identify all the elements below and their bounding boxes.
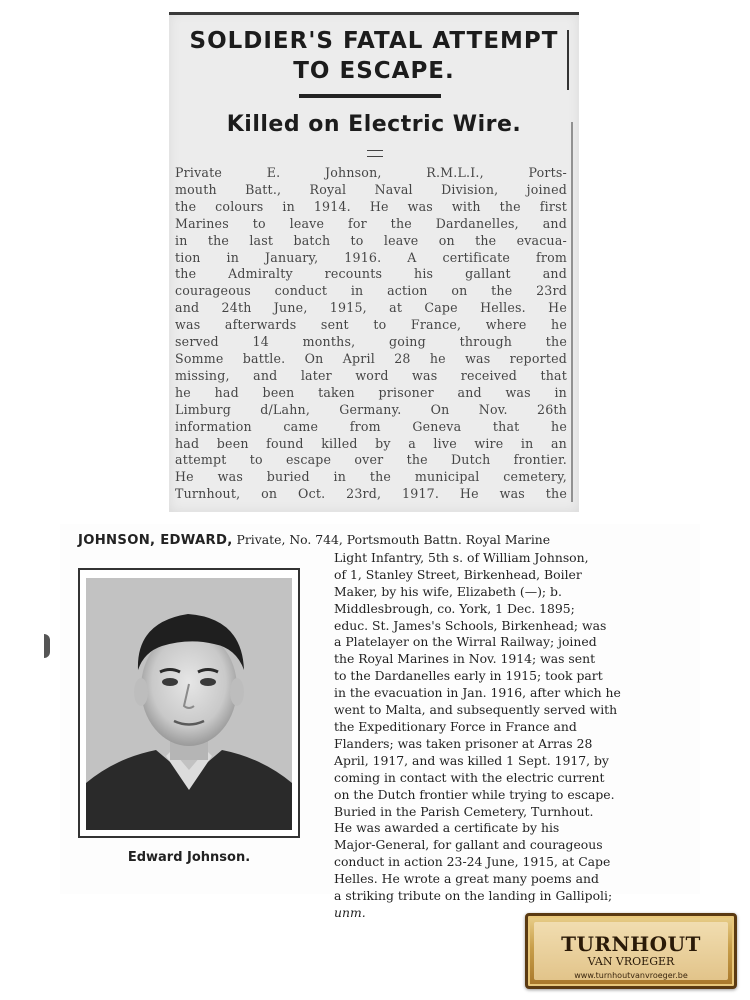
clipping-line: Limburg d/Lahn, Germany. On Nov. 26th xyxy=(175,401,567,417)
clipping-line: Private E. Johnson, R.M.L.I., Ports- xyxy=(175,165,567,180)
portrait-frame xyxy=(78,568,300,838)
clipping-line: and 24th June, 1915, at Cape Helles. He xyxy=(175,300,567,316)
clipping-line: the colours in 1914. He was with the first xyxy=(175,198,567,214)
entry-line: the Royal Marines in Nov. 1914; was sent xyxy=(334,651,596,667)
clipping-line: mouth Batt., Royal Naval Division, joined xyxy=(175,181,567,197)
logo-subtitle: VAN VROEGER xyxy=(587,955,675,968)
entry-line: a Platelayer on the Wirral Railway; joined xyxy=(334,634,597,650)
logo-title: TURNHOUT xyxy=(561,932,701,956)
clipping-body xyxy=(175,165,567,503)
entry-line: the Expeditionary Force in France and xyxy=(334,718,577,734)
headline-divider xyxy=(299,94,441,98)
turnhout-van-vroeger-logo xyxy=(525,913,737,989)
entry-line: Major-General, for gallant and courageous xyxy=(334,837,603,853)
entry-line-first xyxy=(78,532,692,550)
clipping-line: he had been taken prisoner and was in xyxy=(175,384,567,400)
logo-plate xyxy=(534,922,728,980)
clipping-line: the Admiralty recounts his gallant and xyxy=(175,266,567,282)
newspaper-clipping xyxy=(169,12,579,512)
entry-line: Private, No. 744, Portsmouth Battn. Royal Marine xyxy=(236,532,551,547)
page-edge-mark xyxy=(44,634,50,658)
entry-line: Middlesbrough, co. York, 1 Dec. 1895; xyxy=(334,600,575,616)
portrait-photo xyxy=(86,578,292,830)
clipping-line: in the last batch to leave on the evacua- xyxy=(175,232,567,248)
clipping-line: Turnhout, on Oct. 23rd, 1917. He was the xyxy=(175,486,567,502)
headline-line-2: TO ESCAPE. xyxy=(293,58,455,84)
clipping-line: courageous conduct in action on the 23rd xyxy=(175,283,567,299)
entry-line: a striking tribute on the landing in Gallipoli; xyxy=(334,888,613,904)
clipping-line: missing, and later word was received that xyxy=(175,367,567,383)
entry-line: coming in contact with the electric current xyxy=(334,769,605,785)
clipping-subheadline: Killed on Electric Wire. xyxy=(226,112,522,137)
clipping-top-rule xyxy=(169,12,579,15)
clipping-line: had been found killed by a live wire in an xyxy=(175,435,567,451)
entry-line: to the Dardanelles early in 1915; took part xyxy=(334,668,603,684)
subheadline-ornament xyxy=(367,150,383,157)
entry-line: Helles. He wrote a great many poems and xyxy=(334,871,599,887)
clipping-headline xyxy=(169,26,579,86)
clipping-line: Somme battle. On April 28 he was reported xyxy=(175,350,567,366)
clipping-column-edge-lower xyxy=(571,122,573,502)
clipping-line: tion in January, 1916. A certificate from xyxy=(175,249,567,265)
entry-line: went to Malta, and subsequently served with xyxy=(334,702,618,718)
entry-line: of 1, Stanley Street, Birkenhead, Boiler xyxy=(334,566,582,582)
logo-url: www.turnhoutvanvroeger.be xyxy=(574,971,688,980)
entry-line: conduct in action 23-24 June, 1915, at Cape xyxy=(334,854,611,870)
entry-line: unm. xyxy=(334,904,366,920)
entry-line: Light Infantry, 5th s. of William Johnson, xyxy=(334,549,589,565)
entry-line: Buried in the Parish Cemetery, Turnhout. xyxy=(334,803,594,819)
clipping-line: attempt to escape over the Dutch frontier. xyxy=(175,452,567,468)
entry-line: Flanders; was taken prisoner at Arras 28 xyxy=(334,735,593,751)
entry-line: educ. St. James's Schools, Birkenhead; was xyxy=(334,617,607,633)
entry-line: Maker, by his wife, Elizabeth (—); b. xyxy=(334,583,562,599)
clipping-line: served 14 months, going through the xyxy=(175,334,567,350)
entry-line: April, 1917, and was killed 1 Sept. 1917, by xyxy=(334,752,609,768)
clipping-line: information came from Geneva that he xyxy=(175,418,567,434)
clipping-line: Marines to leave for the Dardanelles, and xyxy=(175,215,567,231)
soldier-portrait-image xyxy=(86,578,292,830)
entry-name: JOHNSON, EDWARD, xyxy=(78,533,233,548)
clipping-line: was afterwards sent to France, where he xyxy=(175,317,567,333)
portrait-caption: Edward Johnson. xyxy=(127,850,251,865)
entry-line: He was awarded a certificate by his xyxy=(334,820,560,836)
headline-line-1: SOLDIER'S FATAL ATTEMPT xyxy=(189,28,559,54)
entry-line: on the Dutch frontier while trying to escape. xyxy=(334,786,615,802)
clipping-line: He was buried in the municipal cemetery, xyxy=(175,469,567,485)
entry-line: in the evacuation in Jan. 1916, after which he xyxy=(334,685,621,701)
biographical-entry xyxy=(60,524,700,920)
